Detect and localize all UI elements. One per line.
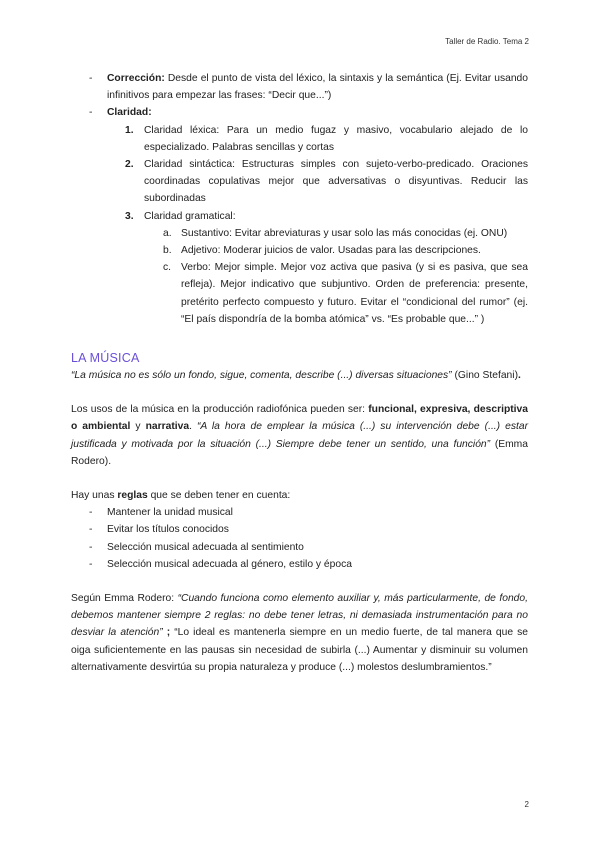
rodero-paragraph	[71, 590, 528, 676]
claridad-item-3	[71, 208, 528, 225]
dash-bullet: -	[89, 524, 93, 536]
usos-paragraph	[71, 401, 528, 470]
musica-quote-paragraph	[71, 367, 528, 384]
rodero-intro: Según Emma Rodero:	[71, 593, 178, 605]
page-content	[71, 70, 528, 676]
reglas-intro-a: Hay unas	[71, 490, 118, 502]
item-number: 2.	[125, 159, 134, 171]
page-number: 2	[524, 800, 529, 809]
item-number: 1.	[125, 124, 134, 136]
dash-bullet: -	[89, 107, 93, 119]
claridad-item-2	[71, 156, 528, 208]
gramatical-item-a	[71, 225, 528, 242]
item-letter: c.	[163, 262, 172, 274]
reglas-item-text: Selección musical adecuada al sentimiento	[107, 541, 304, 553]
reglas-item	[71, 504, 528, 521]
gramatical-item-b	[71, 242, 528, 259]
item-letter: a.	[163, 227, 172, 239]
usos-narrativa: narrativa	[145, 421, 190, 433]
stefani-quote: “La música no es sólo un fondo, sigue, comenta, describe (...) diversas situaciones”	[71, 370, 452, 382]
reglas-intro-b: que se deben tener en cuenta:	[147, 490, 291, 502]
stefani-period: .	[518, 370, 521, 382]
item-text: Claridad léxica: Para un medio fugaz y masivo, vocabulario alejado de lo especializado. Palabras sencillas y cortas	[144, 124, 528, 153]
item-letter: b.	[163, 245, 172, 257]
item-text: Claridad sintáctica: Estructuras simples con sujeto-verbo-predicado. Oraciones coordinadas copulativas mejor que adversativas o disyuntivas. Reducir las subordinadas	[144, 159, 528, 205]
rodero-rest: “Lo ideal es mantenerla siempre en un medio fuerte, de tal manera que se oiga suficientemente en las pausas sin necesidad de subirla (...) Aumentar y disminuir su volumen alternativamente desvirtúa su propia naturaleza y produce (...) molestos deslumbramientos.”	[71, 627, 529, 673]
dash-bullet: -	[89, 541, 93, 553]
stefani-author: (Gino Stefani)	[451, 370, 518, 382]
section-title-musica: LA MÚSICA	[71, 351, 140, 366]
gramatical-item-c	[71, 259, 528, 328]
item-text: Verbo: Mejor simple. Mejor voz activa que pasiva (y si es pasiva, que sea refleja). Mejor indicativo que subjuntivo. Orden de preferencia: presente, pretérito perfecto compuesto y futuro. Evitar el “condicional del rumor” (ej. “El país dispondría de la bomba atómica” vs. “Es probable que...” )	[181, 262, 528, 325]
reglas-item-text: Selección musical adecuada al género, estilo y época	[107, 558, 352, 570]
reglas-item	[71, 539, 528, 556]
reglas-intro	[71, 487, 528, 504]
claridad-label: Claridad:	[107, 107, 152, 119]
correccion-text: Desde el punto de vista del léxico, la sintaxis y la semántica (Ej. Evitar usando infinitivos para empezar las frases: “Decir que...”)	[107, 73, 528, 102]
list-item-claridad	[71, 104, 528, 121]
reglas-word: reglas	[117, 490, 148, 502]
usos-intro: Los usos de la música en la producción radiofónica pueden ser:	[71, 404, 369, 416]
usos-funcional: funcional, expresiva, descriptiva o ambiental	[71, 404, 528, 433]
reglas-item-text: Mantener la unidad musical	[107, 507, 233, 519]
rodero-separator: ;	[162, 627, 175, 639]
usos-dot: .	[189, 421, 197, 433]
reglas-item	[71, 556, 528, 573]
dash-bullet: -	[89, 507, 93, 519]
list-item-correccion	[71, 70, 528, 104]
usos-y: y	[130, 421, 146, 433]
correccion-label: Corrección:	[107, 73, 165, 84]
item-text: Claridad gramatical:	[144, 210, 236, 222]
usos-quote: “A la hora de emplear la música (...) su intervención debe (...) estar justificada y motivada por la situación (...) Siempre debe tener un sentido, una función”	[71, 421, 528, 450]
dash-bullet: -	[89, 558, 93, 570]
rodero-quote: “Cuando funciona como elemento auxiliar y, más particularmente, de fondo, debemos mantener siempre 2 reglas: no debe tener letras, ni demasiada instrumentación para no desviar la atención”	[71, 593, 528, 639]
reglas-item	[71, 521, 528, 538]
dash-bullet: -	[89, 73, 93, 84]
item-text: Sustantivo: Evitar abreviaturas y usar solo las más conocidas (ej. ONU)	[181, 227, 508, 239]
page-header: Taller de Radio. Tema 2	[445, 37, 529, 46]
reglas-item-text: Evitar los títulos conocidos	[107, 524, 229, 536]
item-number: 3.	[125, 210, 134, 222]
claridad-item-1	[71, 122, 528, 156]
item-text: Adjetivo: Moderar juicios de valor. Usadas para las descripciones.	[181, 245, 481, 257]
usos-author: (Emma Rodero).	[71, 438, 528, 467]
